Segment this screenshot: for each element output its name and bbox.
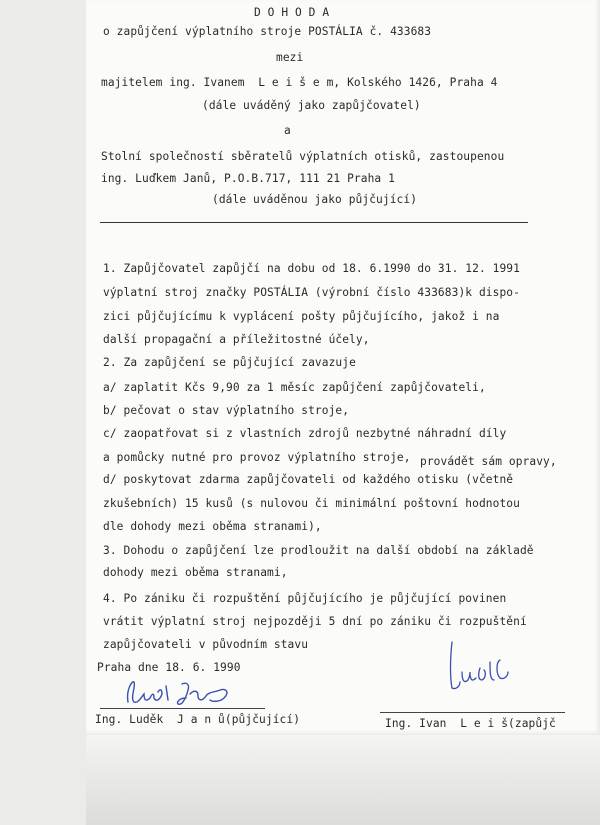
body-line: dle dohody mezi oběma stranami), — [103, 520, 322, 533]
right-signature — [440, 632, 530, 702]
body-line: vrátit výplatní stroj nejpozději 5 dní po zániku či rozpuštění — [103, 615, 527, 628]
party2-role: (dále uváděnou jako půjčující) — [212, 193, 418, 206]
body-line: c/ zaopatřovat si z vlastních zdrojů nezbytné náhradní díly — [103, 427, 507, 440]
left-signatory-name: Ing. Luděk J a n ů(půjčující) — [95, 713, 301, 726]
party1-role: (dále uváděný jako zapůjčovatel) — [202, 99, 421, 112]
body-line: výplatní stroj značky POSTÁLIA (výrobní číslo 433683)k dispo- — [103, 286, 520, 299]
body-line: provádět sám opravy, — [420, 455, 557, 468]
body-line: další propagační a příležitostné účely, — [103, 333, 370, 346]
body-line: zkušebních) 15 kusů (s nulovou či minimální poštovní hodnotou — [103, 497, 520, 510]
document-subject: o zapůjčení výplatního stroje POSTÁLIA č. 433683 — [103, 25, 432, 38]
body-line: zici půjčujícímu k vyplácení pošty půjčujícího, jakož i na — [103, 310, 500, 323]
body-line: 1. Zapůjčovatel zapůjčí na dobu od 18. 6.1990 do 31. 12. 1991 — [103, 262, 520, 275]
body-line: 4. Po zániku či rozpuštění půjčujícího je půjčující povinen — [103, 592, 507, 605]
body-line: dohody mezi oběma stranami, — [103, 566, 288, 579]
body-line: a/ zaplatit Kčs 9,90 za 1 měsíc zapůjčení zapůjčovateli, — [103, 381, 486, 394]
left-signature — [120, 676, 240, 710]
and-word: a — [284, 124, 291, 137]
page-bottom-edge — [86, 735, 600, 825]
party2-line-1: Stolní společností sběratelů výplatních otisků, zastoupenou — [101, 150, 505, 163]
separator-line — [100, 222, 528, 223]
body-line: 2. Za zapůjčení se půjčující zavazuje — [103, 356, 356, 369]
body-line: b/ pečovat o stav výplatního stroje, — [103, 404, 350, 417]
document-title: D O H O D A — [254, 6, 330, 19]
party1-line: majitelem ing. Ivanem L e i š e m, Kolského 1426, Praha 4 — [101, 76, 498, 89]
right-signatory-name: Ing. Ivan L e i š(zapůjč — [385, 717, 556, 730]
left-signature-line — [100, 708, 265, 709]
between-word: mezi — [276, 51, 304, 64]
right-signature-line — [380, 712, 565, 713]
body-line: zapůjčovateli v původním stavu — [103, 638, 309, 651]
body-line: a pomůcky nutné pro provoz výplatního stroje, — [103, 451, 411, 464]
body-line: 3. Dohodu o zapůjčení lze prodloužit na další období na základě — [103, 544, 534, 557]
place-date: Praha dne 18. 6. 1990 — [97, 661, 241, 674]
party2-line-2: ing. Luďkem Janů, P.O.B.717, 111 21 Praha 1 — [101, 172, 395, 185]
body-line: d/ poskytovat zdarma zapůjčovateli od každého otisku (včetně — [103, 473, 514, 486]
